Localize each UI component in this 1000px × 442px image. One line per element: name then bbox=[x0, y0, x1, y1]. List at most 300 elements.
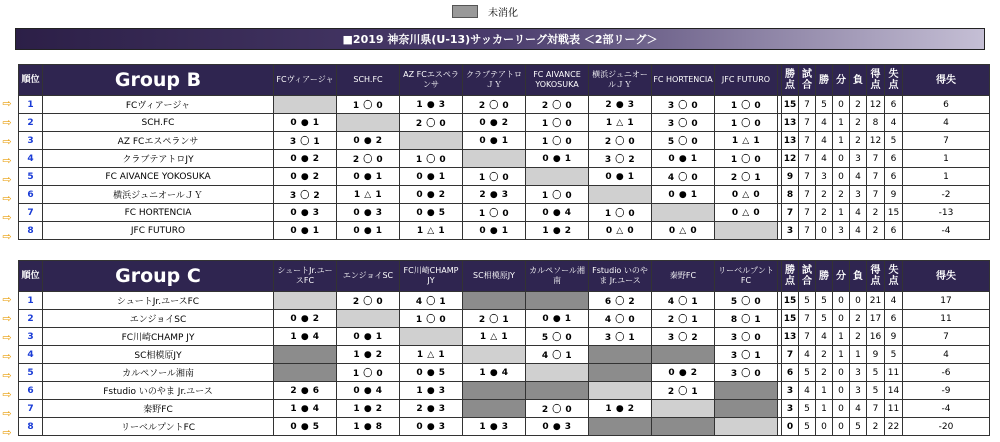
stat-cell: 14 bbox=[885, 382, 903, 400]
result-cell: 0 ● 2 bbox=[652, 364, 715, 382]
stat-cell: 5 bbox=[867, 382, 885, 400]
result-cell: 1 △ 1 bbox=[715, 132, 778, 150]
stat-cell: 7 bbox=[799, 222, 816, 240]
table-row bbox=[19, 364, 990, 382]
stat-cell: 4 bbox=[799, 382, 816, 400]
opponent-column-header: FC AIVANCE YOKOSUKA bbox=[526, 65, 589, 96]
stat-cell: 7 bbox=[903, 328, 990, 346]
opponent-column-header: Fstudio いのやま Jr.ユース bbox=[589, 261, 652, 292]
result-cell: 1 〇 0 bbox=[715, 150, 778, 168]
row-arrow-icon[interactable]: ⇨ bbox=[2, 350, 12, 363]
stat-cell: 0 bbox=[833, 400, 850, 418]
stat-cell: 13 bbox=[782, 114, 799, 132]
table-row bbox=[19, 132, 990, 150]
result-cell: 0 ● 1 bbox=[463, 222, 526, 240]
stat-cell: 1 bbox=[816, 382, 833, 400]
stat-column-header: 得点 bbox=[867, 261, 885, 292]
stat-cell: 9 bbox=[885, 186, 903, 204]
stat-cell: 7 bbox=[799, 150, 816, 168]
result-cell: 2 ● 6 bbox=[274, 382, 337, 400]
stat-cell: 5 bbox=[799, 418, 816, 436]
row-arrow-icon[interactable]: ⇨ bbox=[2, 173, 12, 186]
row-arrow-icon[interactable]: ⇨ bbox=[2, 293, 12, 306]
opponent-column-header: 秦野FC bbox=[652, 261, 715, 292]
result-cell: 2 ● 3 bbox=[589, 96, 652, 114]
stat-cell: 5 bbox=[799, 364, 816, 382]
rank-cell: 4 bbox=[19, 346, 43, 364]
stat-column-header: 試合 bbox=[799, 65, 816, 96]
stat-cell: 11 bbox=[885, 400, 903, 418]
stat-column-header: 分 bbox=[833, 261, 850, 292]
stat-cell: 7 bbox=[799, 204, 816, 222]
stat-cell: 2 bbox=[850, 114, 867, 132]
stat-cell: 6 bbox=[885, 168, 903, 186]
stat-column-header: 勝 bbox=[816, 65, 833, 96]
rank-cell: 4 bbox=[19, 150, 43, 168]
stat-cell: 13 bbox=[782, 328, 799, 346]
unplayed-cell bbox=[652, 418, 715, 436]
result-cell: 1 ● 2 bbox=[337, 400, 400, 418]
unplayed-cell bbox=[526, 292, 589, 310]
row-arrow-icon[interactable]: ⇨ bbox=[2, 192, 12, 205]
result-cell: 0 ● 5 bbox=[274, 418, 337, 436]
stat-cell: 0 bbox=[782, 418, 799, 436]
result-cell: 0 ● 3 bbox=[400, 418, 463, 436]
stat-cell: 4 bbox=[850, 400, 867, 418]
result-cell: 0 ● 1 bbox=[652, 186, 715, 204]
row-arrow-icon[interactable]: ⇨ bbox=[2, 97, 12, 110]
result-cell: 2 ● 3 bbox=[400, 400, 463, 418]
unplayed-cell bbox=[715, 400, 778, 418]
team-name[interactable]: エンジョイSC bbox=[43, 310, 274, 328]
result-cell: 0 △ 0 bbox=[652, 222, 715, 240]
stat-cell: 4 bbox=[816, 150, 833, 168]
rank-cell: 6 bbox=[19, 186, 43, 204]
stat-cell: 0 bbox=[833, 96, 850, 114]
team-name[interactable]: リーベルプントFC bbox=[43, 418, 274, 436]
result-cell: 0 ● 3 bbox=[337, 204, 400, 222]
result-cell: 4 〇 1 bbox=[652, 292, 715, 310]
stat-cell: -4 bbox=[903, 222, 990, 240]
stat-column-header: 勝点 bbox=[782, 65, 799, 96]
result-cell: 0 ● 1 bbox=[400, 168, 463, 186]
result-cell: 0 ● 1 bbox=[274, 222, 337, 240]
stat-cell: 2 bbox=[816, 364, 833, 382]
stat-cell: 2 bbox=[850, 132, 867, 150]
result-cell: 0 △ 0 bbox=[589, 222, 652, 240]
row-arrow-icon[interactable]: ⇨ bbox=[2, 135, 12, 148]
header-row bbox=[19, 261, 990, 292]
unplayed-cell bbox=[589, 364, 652, 382]
result-cell: 2 〇 0 bbox=[463, 96, 526, 114]
unplayed-cell bbox=[274, 364, 337, 382]
unplayed-swatch bbox=[452, 5, 478, 18]
stat-cell: -13 bbox=[903, 204, 990, 222]
self-match-cell bbox=[463, 346, 526, 364]
team-name[interactable]: カルペソール湘南 bbox=[43, 364, 274, 382]
stat-cell: 6 bbox=[885, 150, 903, 168]
result-cell: 1 △ 1 bbox=[400, 222, 463, 240]
row-arrow-icon[interactable]: ⇨ bbox=[2, 369, 12, 382]
result-cell: 0 ● 1 bbox=[337, 222, 400, 240]
stat-cell: 0 bbox=[833, 364, 850, 382]
stat-cell: 0 bbox=[833, 310, 850, 328]
result-cell: 4 〇 1 bbox=[400, 292, 463, 310]
stat-cell: 2 bbox=[850, 96, 867, 114]
stat-cell: 6 bbox=[885, 310, 903, 328]
stat-cell: 12 bbox=[782, 150, 799, 168]
stat-cell: 2 bbox=[833, 186, 850, 204]
stat-cell: 0 bbox=[833, 168, 850, 186]
table-row bbox=[19, 204, 990, 222]
stat-cell: 4 bbox=[885, 114, 903, 132]
result-cell: 0 ● 2 bbox=[274, 310, 337, 328]
result-cell: 0 ● 2 bbox=[400, 186, 463, 204]
stat-cell: 13 bbox=[782, 132, 799, 150]
opponent-column-header: カルペソール湘南 bbox=[526, 261, 589, 292]
rank-cell: 5 bbox=[19, 364, 43, 382]
stat-cell: 22 bbox=[885, 418, 903, 436]
result-cell: 1 ● 8 bbox=[337, 418, 400, 436]
result-cell: 3 〇 0 bbox=[715, 328, 778, 346]
opponent-column-header: SCH.FC bbox=[337, 65, 400, 96]
page-title: ■2019 神奈川県(U-13)サッカーリーグ対戦表 ＜2部リーグ＞ bbox=[15, 28, 985, 50]
team-name[interactable]: SC相模原JY bbox=[43, 346, 274, 364]
self-match-cell bbox=[463, 150, 526, 168]
stat-cell: 2 bbox=[867, 418, 885, 436]
result-cell: 1 ● 2 bbox=[337, 346, 400, 364]
result-cell: 3 〇 1 bbox=[715, 346, 778, 364]
rank-cell: 8 bbox=[19, 418, 43, 436]
result-cell: 3 〇 2 bbox=[274, 186, 337, 204]
stat-cell: 17 bbox=[867, 310, 885, 328]
team-name[interactable]: AZ FCエスペランサ bbox=[43, 132, 274, 150]
rank-cell: 8 bbox=[19, 222, 43, 240]
row-arrow-icon[interactable]: ⇨ bbox=[2, 116, 12, 129]
row-arrow-icon[interactable]: ⇨ bbox=[2, 407, 12, 420]
stat-cell: 8 bbox=[867, 114, 885, 132]
result-cell: 1 〇 0 bbox=[715, 114, 778, 132]
stat-cell: -6 bbox=[903, 364, 990, 382]
stat-cell: 7 bbox=[867, 150, 885, 168]
table-row bbox=[19, 168, 990, 186]
stat-cell: 0 bbox=[816, 418, 833, 436]
stat-cell: 3 bbox=[833, 222, 850, 240]
rank-cell: 7 bbox=[19, 204, 43, 222]
stat-cell: 7 bbox=[782, 204, 799, 222]
stat-cell: 2 bbox=[850, 310, 867, 328]
result-cell: 0 ● 1 bbox=[526, 310, 589, 328]
table-row bbox=[19, 382, 990, 400]
stat-cell: 5 bbox=[885, 132, 903, 150]
stat-cell: -4 bbox=[903, 400, 990, 418]
result-cell: 0 ● 5 bbox=[400, 364, 463, 382]
stat-column-header: 得点 bbox=[867, 65, 885, 96]
result-cell: 2 〇 1 bbox=[652, 310, 715, 328]
team-name[interactable]: SCH.FC bbox=[43, 114, 274, 132]
unplayed-cell bbox=[715, 382, 778, 400]
stat-cell: 1 bbox=[833, 328, 850, 346]
stat-cell: 7 bbox=[799, 186, 816, 204]
result-cell: 5 〇 0 bbox=[715, 292, 778, 310]
stat-cell: 1 bbox=[903, 150, 990, 168]
stat-cell: 3 bbox=[850, 364, 867, 382]
self-match-cell bbox=[652, 400, 715, 418]
stat-cell: -2 bbox=[903, 186, 990, 204]
team-name[interactable]: FC HORTENCIA bbox=[43, 204, 274, 222]
stat-cell: 9 bbox=[885, 328, 903, 346]
stat-cell: 3 bbox=[850, 150, 867, 168]
self-match-cell bbox=[337, 114, 400, 132]
result-cell: 1 ● 3 bbox=[400, 96, 463, 114]
stat-cell: 5 bbox=[816, 96, 833, 114]
row-arrow-icon[interactable]: ⇨ bbox=[2, 211, 12, 224]
rank-cell: 2 bbox=[19, 114, 43, 132]
stat-cell: 1 bbox=[850, 346, 867, 364]
result-cell: 3 〇 1 bbox=[274, 132, 337, 150]
self-match-cell bbox=[526, 168, 589, 186]
self-match-cell bbox=[589, 186, 652, 204]
stat-cell: 6 bbox=[782, 364, 799, 382]
stat-cell: 4 bbox=[816, 132, 833, 150]
stat-cell: 7 bbox=[799, 96, 816, 114]
result-cell: 0 ● 1 bbox=[337, 168, 400, 186]
rank-cell: 1 bbox=[19, 292, 43, 310]
stat-cell: 2 bbox=[867, 204, 885, 222]
result-cell: 0 △ 0 bbox=[715, 204, 778, 222]
stat-cell: 4 bbox=[885, 292, 903, 310]
result-cell: 0 ● 2 bbox=[274, 150, 337, 168]
rank-header: 順位 bbox=[19, 65, 43, 96]
stat-cell: 7 bbox=[782, 346, 799, 364]
stat-cell: 1 bbox=[833, 204, 850, 222]
stat-cell: 2 bbox=[816, 186, 833, 204]
result-cell: 0 ● 4 bbox=[526, 204, 589, 222]
result-cell: 2 〇 0 bbox=[337, 292, 400, 310]
stat-cell: 12 bbox=[867, 96, 885, 114]
stat-cell: 5 bbox=[850, 418, 867, 436]
stat-cell: 16 bbox=[867, 328, 885, 346]
result-cell: 1 〇 0 bbox=[463, 204, 526, 222]
stat-cell: 4 bbox=[850, 222, 867, 240]
opponent-column-header: FC HORTENCIA bbox=[652, 65, 715, 96]
result-cell: 1 〇 0 bbox=[715, 96, 778, 114]
result-cell: 0 ● 1 bbox=[274, 114, 337, 132]
result-cell: 1 ● 4 bbox=[274, 400, 337, 418]
result-cell: 2 〇 0 bbox=[589, 132, 652, 150]
self-match-cell bbox=[589, 382, 652, 400]
stat-column-header: 失点 bbox=[885, 65, 903, 96]
stat-cell: 5 bbox=[816, 292, 833, 310]
opponent-column-header: FC川崎CHAMP JY bbox=[400, 261, 463, 292]
stat-column-header: 分 bbox=[833, 65, 850, 96]
stat-cell: 15 bbox=[782, 292, 799, 310]
unplayed-cell bbox=[463, 292, 526, 310]
stat-cell: 15 bbox=[782, 96, 799, 114]
result-cell: 2 〇 1 bbox=[463, 310, 526, 328]
stat-cell: 2 bbox=[867, 222, 885, 240]
stat-cell: 4 bbox=[816, 114, 833, 132]
result-cell: 1 ● 4 bbox=[274, 328, 337, 346]
result-cell: 1 △ 1 bbox=[400, 346, 463, 364]
legend-label: 未消化 bbox=[488, 7, 518, 19]
stat-cell: 7 bbox=[867, 186, 885, 204]
team-name[interactable]: 秦野FC bbox=[43, 400, 274, 418]
row-arrow-icon[interactable]: ⇨ bbox=[2, 312, 12, 325]
group-name: Group B bbox=[43, 65, 274, 96]
result-cell: 4 〇 0 bbox=[589, 310, 652, 328]
stat-cell: 1 bbox=[903, 168, 990, 186]
stat-column-header: 失点 bbox=[885, 261, 903, 292]
stat-cell: 5 bbox=[816, 310, 833, 328]
unplayed-cell bbox=[652, 346, 715, 364]
stat-cell: 6 bbox=[885, 222, 903, 240]
result-cell: 3 〇 1 bbox=[589, 328, 652, 346]
stat-cell: 3 bbox=[782, 400, 799, 418]
table-row bbox=[19, 418, 990, 436]
unplayed-cell bbox=[274, 346, 337, 364]
stat-cell: 0 bbox=[833, 418, 850, 436]
stat-cell: 0 bbox=[833, 292, 850, 310]
rank-cell: 7 bbox=[19, 400, 43, 418]
opponent-column-header: SC相模原JY bbox=[463, 261, 526, 292]
result-cell: 2 〇 1 bbox=[715, 168, 778, 186]
stat-column-header: 試合 bbox=[799, 261, 816, 292]
league-table bbox=[18, 260, 990, 436]
stat-cell: 3 bbox=[850, 186, 867, 204]
self-match-cell bbox=[400, 132, 463, 150]
stat-cell: 11 bbox=[885, 364, 903, 382]
result-cell: 6 〇 2 bbox=[589, 292, 652, 310]
result-cell: 0 ● 3 bbox=[526, 418, 589, 436]
stat-cell: 1 bbox=[833, 132, 850, 150]
result-cell: 1 ● 2 bbox=[526, 222, 589, 240]
stat-column-header: 勝 bbox=[816, 261, 833, 292]
result-cell: 0 ● 1 bbox=[463, 132, 526, 150]
result-cell: 1 〇 0 bbox=[526, 114, 589, 132]
rank-cell: 3 bbox=[19, 328, 43, 346]
stat-cell: 3 bbox=[782, 222, 799, 240]
result-cell: 8 〇 1 bbox=[715, 310, 778, 328]
result-cell: 0 △ 0 bbox=[715, 186, 778, 204]
opponent-column-header: FCヴィアージャ bbox=[274, 65, 337, 96]
team-name[interactable]: Fstudio いのやま Jr.ユース bbox=[43, 382, 274, 400]
stat-cell: 12 bbox=[867, 132, 885, 150]
result-cell: 1 △ 1 bbox=[463, 328, 526, 346]
stat-cell: 4 bbox=[850, 204, 867, 222]
result-cell: 1 〇 0 bbox=[526, 186, 589, 204]
opponent-column-header: リーベルプントFC bbox=[715, 261, 778, 292]
result-cell: 2 ● 3 bbox=[463, 186, 526, 204]
self-match-cell bbox=[400, 328, 463, 346]
result-cell: 3 〇 0 bbox=[652, 114, 715, 132]
result-cell: 0 ● 1 bbox=[526, 150, 589, 168]
unplayed-cell bbox=[589, 418, 652, 436]
team-name[interactable]: FC川崎CHAMP JY bbox=[43, 328, 274, 346]
team-name[interactable]: JFC FUTURO bbox=[43, 222, 274, 240]
stat-cell: 8 bbox=[782, 186, 799, 204]
stat-cell: 1 bbox=[833, 346, 850, 364]
stat-cell: 7 bbox=[799, 114, 816, 132]
opponent-column-header: AZ FCエスペランサ bbox=[400, 65, 463, 96]
table-row bbox=[19, 292, 990, 310]
self-match-cell bbox=[652, 204, 715, 222]
rank-cell: 5 bbox=[19, 168, 43, 186]
rank-cell: 1 bbox=[19, 96, 43, 114]
result-cell: 0 ● 2 bbox=[337, 132, 400, 150]
stat-column-header: 得失 bbox=[903, 261, 990, 292]
team-name[interactable]: FCヴィアージャ bbox=[43, 96, 274, 114]
rank-cell: 2 bbox=[19, 310, 43, 328]
result-cell: 0 ● 4 bbox=[337, 382, 400, 400]
stat-cell: 15 bbox=[885, 204, 903, 222]
stat-cell: 2 bbox=[816, 204, 833, 222]
stat-cell: 6 bbox=[903, 96, 990, 114]
result-cell: 5 〇 0 bbox=[526, 328, 589, 346]
table-row bbox=[19, 222, 990, 240]
self-match-cell bbox=[715, 222, 778, 240]
row-arrow-icon[interactable]: ⇨ bbox=[2, 331, 12, 344]
team-name[interactable]: 横浜ジュニオールＪＹ bbox=[43, 186, 274, 204]
result-cell: 1 〇 0 bbox=[526, 132, 589, 150]
unplayed-cell bbox=[526, 382, 589, 400]
result-cell: 1 〇 0 bbox=[400, 310, 463, 328]
result-cell: 1 〇 0 bbox=[589, 204, 652, 222]
result-cell: 3 〇 2 bbox=[652, 328, 715, 346]
group-name: Group C bbox=[43, 261, 274, 292]
table-row bbox=[19, 186, 990, 204]
stat-cell: 7 bbox=[867, 400, 885, 418]
stat-cell: 1 bbox=[833, 114, 850, 132]
team-name[interactable]: クラブテアトロJY bbox=[43, 150, 274, 168]
opponent-column-header: JFC FUTURO bbox=[715, 65, 778, 96]
stat-cell: 0 bbox=[850, 292, 867, 310]
rank-cell: 6 bbox=[19, 382, 43, 400]
table-row bbox=[19, 150, 990, 168]
table-row bbox=[19, 114, 990, 132]
result-cell: 1 ● 4 bbox=[463, 364, 526, 382]
team-name[interactable]: シュートJr.ユースFC bbox=[43, 292, 274, 310]
stat-cell: 3 bbox=[816, 168, 833, 186]
stat-cell: 1 bbox=[816, 400, 833, 418]
stat-cell: 2 bbox=[816, 346, 833, 364]
stat-cell: 7 bbox=[799, 328, 816, 346]
team-name[interactable]: FC AIVANCE YOKOSUKA bbox=[43, 168, 274, 186]
table-row bbox=[19, 400, 990, 418]
row-arrow-icon[interactable]: ⇨ bbox=[2, 230, 12, 243]
opponent-column-header: シュートJr.ユースFC bbox=[274, 261, 337, 292]
row-arrow-icon[interactable]: ⇨ bbox=[2, 426, 12, 439]
self-match-cell bbox=[526, 364, 589, 382]
table-row bbox=[19, 96, 990, 114]
unplayed-cell bbox=[589, 346, 652, 364]
rank-header: 順位 bbox=[19, 261, 43, 292]
stat-cell: 5 bbox=[867, 364, 885, 382]
result-cell: 1 〇 0 bbox=[400, 150, 463, 168]
result-cell: 1 〇 0 bbox=[337, 96, 400, 114]
result-cell: 1 〇 0 bbox=[463, 168, 526, 186]
result-cell: 3 〇 0 bbox=[652, 96, 715, 114]
result-cell: 1 ● 2 bbox=[589, 400, 652, 418]
row-arrow-icon[interactable]: ⇨ bbox=[2, 154, 12, 167]
opponent-column-header: エンジョイSC bbox=[337, 261, 400, 292]
result-cell: 2 〇 0 bbox=[526, 96, 589, 114]
result-cell: 1 ● 3 bbox=[463, 418, 526, 436]
result-cell: 0 ● 3 bbox=[274, 204, 337, 222]
stat-cell: 9 bbox=[867, 346, 885, 364]
stat-cell: 5 bbox=[799, 400, 816, 418]
row-arrow-icon[interactable]: ⇨ bbox=[2, 388, 12, 401]
